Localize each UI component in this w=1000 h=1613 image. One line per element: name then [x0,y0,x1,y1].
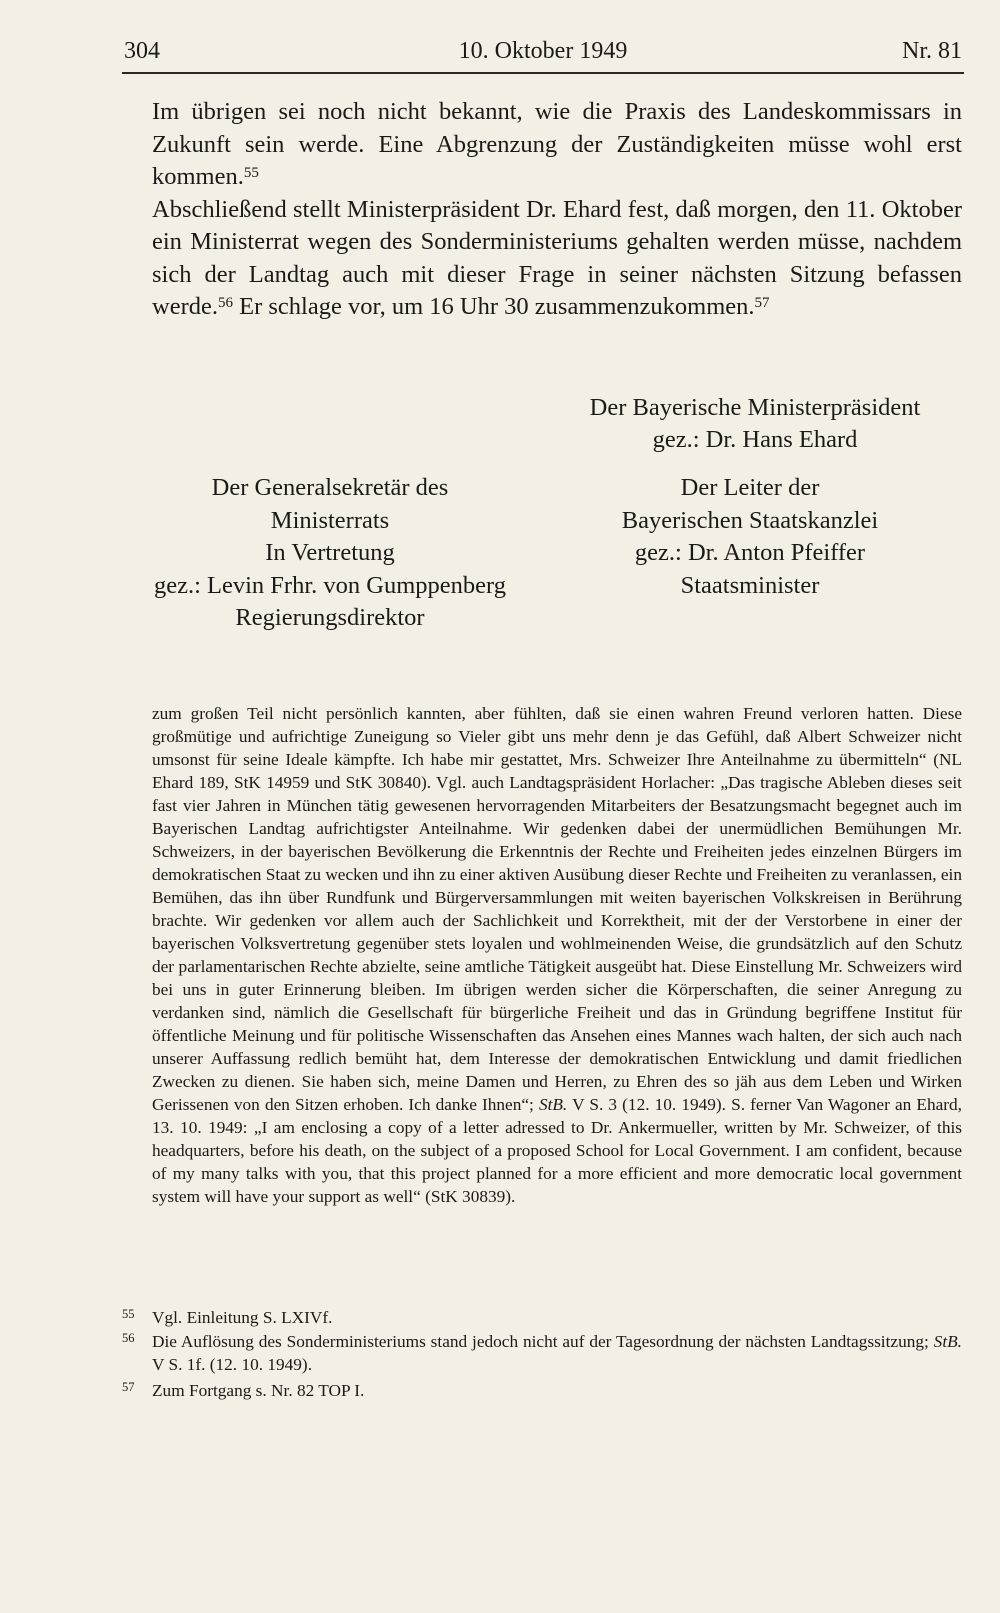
header-rule [122,72,964,74]
footnote-ref: 55 [243,165,259,181]
document-number: Nr. 81 [902,38,962,64]
page-number: 304 [124,38,160,64]
main-text [152,96,962,324]
running-header [124,38,962,74]
footnote-ref: 56 [217,295,233,311]
header-date: 10. Oktober 1949 [458,38,628,64]
paragraph: Im übrigen sei noch nicht bekannt, wie die Praxis des Landeskommissars in Zukunft sein werde. Eine Abgrenzung der Zuständigkeiten müsse wohl erst kommen.$^{55}$ [152,98,962,190]
document-page: 304 10. Oktober 1949 Nr. 81 Im übrigen sei noch nicht bekannt, wie die Praxis des Landeskommissars in Zukunft sein werde. Eine Abgrenzung der Zuständigkeiten müsse wohl erst kommen.$^{55}$ Abschließend stellt Ministerpräsident Dr. Ehard fest, daß morgen, den 11. Oktober ein Ministerrat wegen des Sonderministeriums gehalten werden müsse, nachdem sich der Landtag auch mit dieser Frage in seiner nächsten Sitzung befassen werde.$^{56}$ Er schlage vor, um 16 Uhr 30 zusammenzukommen.$^{57}$ Der Bayerische Ministerpräsident gez.: Dr. Hans Ehard Der Generalsekretär des Ministerrats In Vertretung gez.: Levin Frhr. von Gumppenberg Regierungsdirektor Der Leiter der Bayerischen Staatskanzlei gez.: Dr. Anton Pfeiffer Staatsminister zum großen Teil nicht persönlich kannten, aber fühlten, daß sie einen wahren Freund verloren hatten. Diese großmütige und aufrichtige Zuneigung so Vieler gibt uns mehr denn je das Gefühl, daß Albert Schweizer nicht umsonst für seine Ideale kämpfte. Ich habe mir gestattet, Mrs. Schweizer Ihre Anteilnahme zu übermitteln“ (NL Ehard 189, StK 14959 und StK 30840). Vgl. auch Landtagspräsident Horlacher: „Das tragische Ableben dieses seit fast vier Jahren in München tätig gewesenen hervorragenden Mitarbeiters der Besatzungsmacht begegnet auch im Bayerischen Landtag aufrichtigster Anteilnahme. Wir gedenken dabei der unermüdlichen Bemühungen Mr. Schweizers, in der bayerischen Bevölkerung die Erkenntnis der Rechte und Freiheiten jedes einzelnen Bürgers im demokratischen Staat zu wecken und ihn zu einer aktiven Ausübung dieser Rechte und Freiheiten zu veranlassen, ein Bemühen, das ihn über Rundfunk und Bürgerversammlungen mit weiten bayerischen Volkskreisen in Berührung brachte. Wir gedenken vor allem auch der Sachlichkeit und Korrektheit, mit der der Verstorbene in einer der bayerischen Volksvertretung gegenüber stets loyalen und wohlmeinenden Weise, die grundsätzlich auf den Schutz der parlamentarischen Rechte abzielte, seine amtliche Tätigkeit ausgeübt hat. Diese Einstellung Mr. Schweizers wird bei uns in guter Erinnerung bleiben. Im übrigen werden sicher die Körperschaften, die seiner Anregung zu verdanken sind, nämlich die Gesellschaft für bürgerliche Freiheit und das in Gründung begriffene Institut für öffentliche Meinung und für politische Wissenschaften das Ansehen eines Mannes wach halten, der sich auch nach unserer Auffassung redlich bemüht hat, dem Interesse der demokratischen Entwicklung und damit friedlichen Zwecken zu dienen. Sie haben sich, meine Damen und Herren, zu Ehren des so jäh aus dem Leben und Wirken Gerissenen von den Sitzen erhoben. Ich danke Ihnen“; StB. V S. 3 (12. 10. 1949). S. ferner Van Wagoner an Ehard, 13. 10. 1949: „I am enclosing a copy of a letter adressed to Dr. Ankermueller, written by Mr. Schweizer, of this headquarters, before his death, on the subject of a proposed School for Local Government. I am confident, because of my many talks with you, that this project planned for a more efficient and more democratic local government system will have your support as well“ (StK 30839). 55 Vgl. Einleitung S. LXIVf. 56 Die Auflösung des Sonderministeriums stand jedoch nicht auf der Tagesordnung der nächsten Landtagssitzung; StB. V S. 1f. (12. 10. 1949). 57 Zum Fortgang s. Nr. 82 TOP I. [122,38,962,1400]
signature-ministerpraesident: Der Bayerische Ministerpräsident gez.: Dr. Hans Ehard [589,394,921,453]
footnote-ref: 57 [754,295,770,311]
paragraph: Abschließend stellt Ministerpräsident Dr. Ehard fest, daß morgen, den 11. Oktober ein Ministerrat wegen des Sonderministeriums gehalten werden müsse, nachdem sich der Landtag auch mit dieser Frage in seiner nächsten Sitzung befassen werde.$^{56}$ Er schlage vor, um 16 Uhr 30 zusammenzukommen.$^{57}$ [152,195,962,320]
signature-generalsekretaer: Der Generalsekretär des Ministerrats In Vertretung gez.: Levin Frhr. von Gumppenberg Regierungsdirektor [153,474,506,631]
signature-staatskanzlei: Der Leiter der Bayerischen Staatskanzlei gez.: Dr. Anton Pfeiffer Staatsminister [621,474,879,599]
footnote-continuation: zum großen Teil nicht persönlich kannten, aber fühlten, daß sie einen wahren Freund verloren hatten. Diese großmütige und aufrichtige Zuneigung so Vieler gibt uns mehr denn je das Gefühl, daß Albert Schweizer nicht umsonst für seine Ideale kämpfte. Ich habe mir gestattet, Mrs. Schweizer Ihre Anteilnahme zu übermitteln“ (NL Ehard 189, StK 14959 und StK 30840). Vgl. auch Landtagspräsident Horlacher: „Das tragische Ableben dieses seit fast vier Jahren in München tätig gewesenen hervorragenden Mitarbeiters der Besatzungsmacht begegnet auch im Bayerischen Landtag aufrichtigster Anteilnahme. Wir gedenken dabei der unermüdlichen Bemühungen Mr. Schweizers, in der bayerischen Bevölkerung die Erkenntnis der Rechte und Freiheiten jedes einzelnen Bürgers im demokratischen Staat zu wecken und ihn zu einer aktiven Ausübung dieser Rechte und Freiheiten zu veranlassen, ein Bemühen, das ihn über Rundfunk und Bürgerversammlungen mit weiten bayerischen Volkskreisen in Berührung brachte. Wir gedenken vor allem auch der Sachlichkeit und Korrektheit, mit der der Verstorbene in einer der bayerischen Volksvertretung gegenüber stets loyalen und wohlmeinenden Weise, die grundsätzlich auf den Schutz der parlamentarischen Rechte abzielte, seine amtliche Tätigkeit ausgeübt hat. Diese Einstellung Mr. Schweizers wird bei uns in guter Erinnerung bleiben. Im übrigen werden sicher die Körperschaften, die seiner Anregung zu verdanken sind, nämlich die Gesellschaft für bürgerliche Freiheit und das in Gründung begriffene Institut für öffentliche Meinung und für politische Wissenschaften das Ansehen eines Mannes wach halten, der sich auch nach unserer Auffassung redlich bemüht hat, dem Interesse der demokratischen Entwicklung und damit friedlichen Zwecken zu dienen. Sie haben sich, meine Damen und Herren, zu Ehren des so jäh aus dem Leben und Wirken Gerissenen von den Sitzen erhoben. Ich danke Ihnen“; StB. V S. 3 (12. 10. 1949). S. ferner Van Wagoner an Ehard, 13. 10. 1949: „I am enclosing a copy of a letter adressed to Dr. Ankermueller, written by Mr. Schweizer, of this headquarters, before his death, on the subject of a proposed School for Local Government. I am confident, because of my many talks with you, that this project planned for a more efficient and more democratic local government system will have your support as well“ (StK 30839). [152,704,962,1206]
